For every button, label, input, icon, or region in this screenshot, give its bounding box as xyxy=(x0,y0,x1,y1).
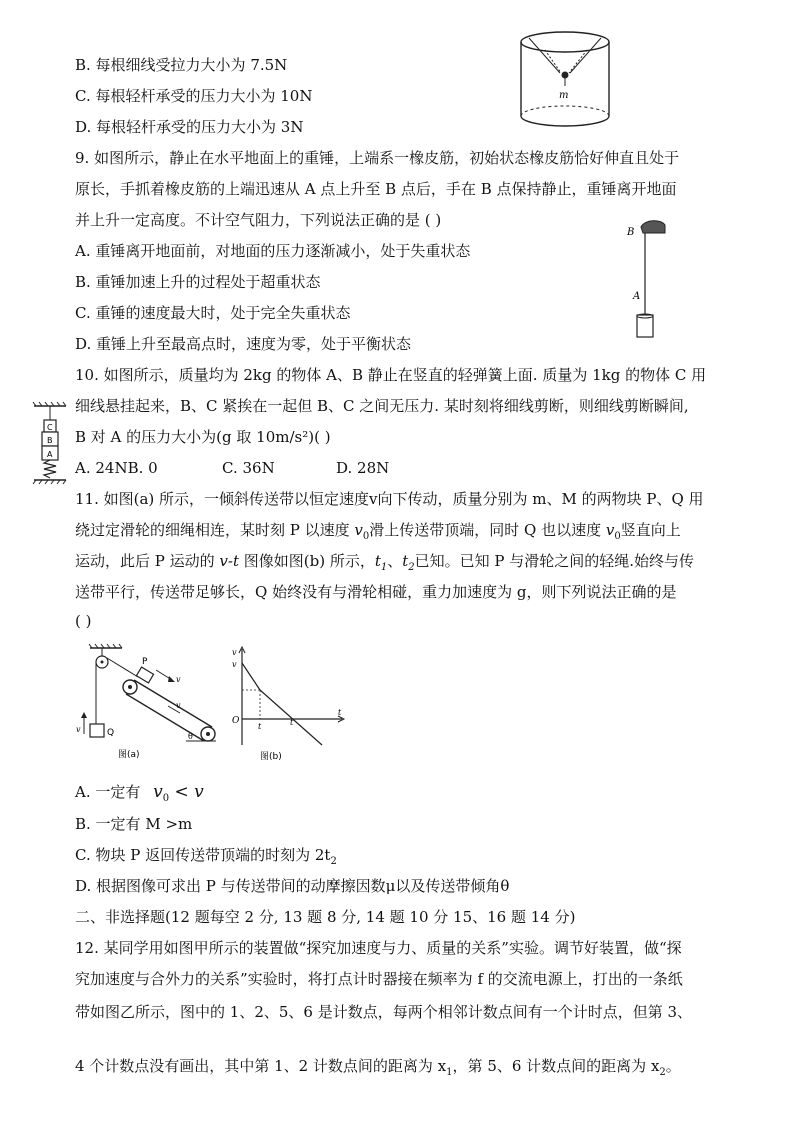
q10-fig-a: A xyxy=(47,450,53,459)
q11-stem2-v: v xyxy=(354,521,363,539)
q9-option-a: A. 重锤离开地面前，对地面的压力逐渐减小，处于失重状态 xyxy=(75,242,471,260)
q12-stem4-part-c: 。 xyxy=(665,1057,681,1075)
q9-stem-line3: 并上升一定高度。不计空气阻力，下列说法正确的是 ( ) xyxy=(75,211,442,229)
q11-fig-a-q: Q xyxy=(107,728,115,738)
q11-option-c-sub2: 2 xyxy=(330,856,337,867)
q11-fig-a-theta: θ xyxy=(188,732,193,741)
q8-option-c: C. 每根轻杆承受的压力大小为 10N xyxy=(75,87,313,105)
q8-cylinder-figure xyxy=(515,28,615,133)
q11-stem2-v0: v xyxy=(605,521,615,539)
q12-stem4-part-b: ，第 5、6 计数点间的距离为 x xyxy=(452,1057,660,1075)
q11-stem3-t2: t xyxy=(402,552,409,570)
q11-option-b: B. 一定有 M >m xyxy=(75,815,193,833)
q11-fig-a-v0-top: v xyxy=(176,675,181,684)
q11-fig-b-v-axis: v xyxy=(232,648,237,657)
part2-heading: 二、非选择题(12 题每空 2 分, 13 题 8 分, 14 题 10 分 15、16 题 14 分) xyxy=(75,908,576,926)
q10-stem-line3: B 对 A 的压力大小为(g 取 10m/s²)( ) xyxy=(75,428,331,446)
q11-stem3-sub1: 1 xyxy=(380,562,388,573)
q11-stem3-sep: 、 xyxy=(387,552,403,570)
q11-option-a-sub0: 0 xyxy=(162,793,170,804)
q11-stem3-part-a: 运动，此后 P 运动的 xyxy=(75,552,220,570)
q11-fig-a-v-belt: v xyxy=(176,701,181,710)
q9-fig-point-b: B xyxy=(627,227,635,238)
q11-stem2-part-b: 滑上传送带顶端，同时 Q 也以速度 xyxy=(369,521,606,539)
q12-stem-line2: 究加速度与合外力的关系”实验时，将打点计时器接在频率为 f 的交流电源上，打出的一条纸 xyxy=(75,970,683,988)
q11-stem-line2 xyxy=(75,520,681,547)
q11-fig-a-caption: 图(a) xyxy=(118,750,140,760)
q11-stem3-vt: v-t xyxy=(219,552,239,570)
q9-stem-line1: 9. 如图所示，静止在水平地面上的重锤，上端系一橡皮筋，初始状态橡皮筋恰好伸直且处于 xyxy=(75,149,680,167)
q8-option-b: B. 每根细线受拉力大小为 7.5N xyxy=(75,56,288,74)
q11-option-a-formula-v: v xyxy=(153,782,163,802)
q8-option-d: D. 每根轻杆承受的压力大小为 3N xyxy=(75,118,304,136)
q11-fig-b-t-axis: t xyxy=(338,708,342,717)
q10-option-d: D. 28N xyxy=(336,459,390,477)
q9-fig-point-a: A xyxy=(633,291,641,302)
q9-option-b: B. 重锤加速上升的过程处于超重状态 xyxy=(75,273,321,291)
q11-fig-b-t1: t xyxy=(258,722,262,731)
q11-stem-line4: 送带平行，传送带足够长，Q 始终没有与滑轮相碰，重力加速度为 g，则下列说法正确的是 xyxy=(75,583,677,601)
q11-option-a-formula-rest: < v xyxy=(169,782,204,802)
q9-hammer-figure xyxy=(625,215,675,345)
q10-stem-line1: 10. 如图所示，质量均为 2kg 的物体 A、B 静止在竖直的轻弹簧上面. 质量为 1kg 的物体 C 用 xyxy=(75,366,707,384)
q11-stem3-part-d: 已知。已知 P 与滑轮之间的轻绳.始终与传 xyxy=(414,552,695,570)
q11-stem-line1: 11. 如图(a) 所示，一倾斜传送带以恒定速度v向下传动，质量分别为 m、M 的两物块 P、Q 用 xyxy=(75,490,704,508)
q11-stem2-part-a: 绕过定滑轮的细绳相连，某时刻 P 以速度 xyxy=(75,521,355,539)
q9-option-c: C. 重锤的速度最大时，处于完全失重状态 xyxy=(75,304,351,322)
q9-stem-line2: 原长，手抓着橡皮筋的上端迅速从 A 点上升至 B 点后，手在 B 点保持静止，重锤离开地面 xyxy=(75,180,677,198)
q11-stem3-part-b: 图像如图(b) 所示， xyxy=(238,552,375,570)
q11-stem2-sub0: 0 xyxy=(362,531,370,542)
q11-figure-b-vt-graph xyxy=(230,645,350,767)
q11-option-c xyxy=(75,845,337,872)
q12-stem-line1: 12. 某同学用如图甲所示的装置做“探究加速度与力、质量的关系”实验。调节好装置，做“探 xyxy=(75,939,682,957)
q11-option-a xyxy=(75,782,204,809)
q10-stem-line2: 细线悬挂起来，B、C 紧挨在一起但 B、C 之间无压力. 某时刻将细线剪断，则细线剪断瞬间, xyxy=(75,397,689,415)
q10-option-c: C. 36N xyxy=(222,459,275,477)
q11-option-a-text: A. 一定有 xyxy=(75,783,146,801)
q11-option-c-text: C. 物块 P 返回传送带顶端的时刻为 2t xyxy=(75,846,331,864)
q10-spring-figure xyxy=(30,398,70,490)
q12-stem4-sub1: 1 xyxy=(446,1067,453,1078)
q10-fig-b: B xyxy=(47,436,53,445)
q10-fig-c: C xyxy=(47,423,53,432)
q11-stem-line3 xyxy=(75,551,694,578)
q11-fig-b-v0: v xyxy=(232,660,237,669)
q11-stem2-part-c: 竖直向上 xyxy=(620,521,681,539)
q12-stem4-part-a: 4 个计数点没有画出，其中第 1、2 计数点间的距离为 x xyxy=(75,1057,447,1075)
q9-option-d: D. 重锤上升至最高点时，速度为零，处于平衡状态 xyxy=(75,335,412,353)
q11-stem2-sub0b: 0 xyxy=(614,531,621,542)
q10-option-a: A. 24NB. 0 xyxy=(75,459,158,477)
q11-stem3-sub2: 2 xyxy=(408,562,415,573)
q11-fig-a-p: P xyxy=(142,657,148,667)
q12-stem4-sub2: 2 xyxy=(659,1067,666,1078)
q12-stem-line3: 带如图乙所示，图中的 1、2、5、6 是计数点，每两个相邻计数点间有一个计时点，但第 3、 xyxy=(75,1003,693,1021)
q11-fig-b-caption: 图(b) xyxy=(260,752,282,762)
q11-figure-a-conveyor xyxy=(76,642,226,767)
q11-fig-b-t2: t xyxy=(290,718,294,727)
q11-fig-a-v0-label: v xyxy=(76,725,81,734)
q8-fig-mass-label: m xyxy=(559,90,569,101)
q11-option-d: D. 根据图像可求出 P 与传送带间的动摩擦因数μ以及传送带倾角θ xyxy=(75,877,510,895)
q11-fig-b-origin: O xyxy=(232,716,240,726)
q11-stem-line5: ( ) xyxy=(75,612,92,630)
q12-stem-line4 xyxy=(75,1056,681,1083)
q11-stem3-t1: t xyxy=(374,552,381,570)
